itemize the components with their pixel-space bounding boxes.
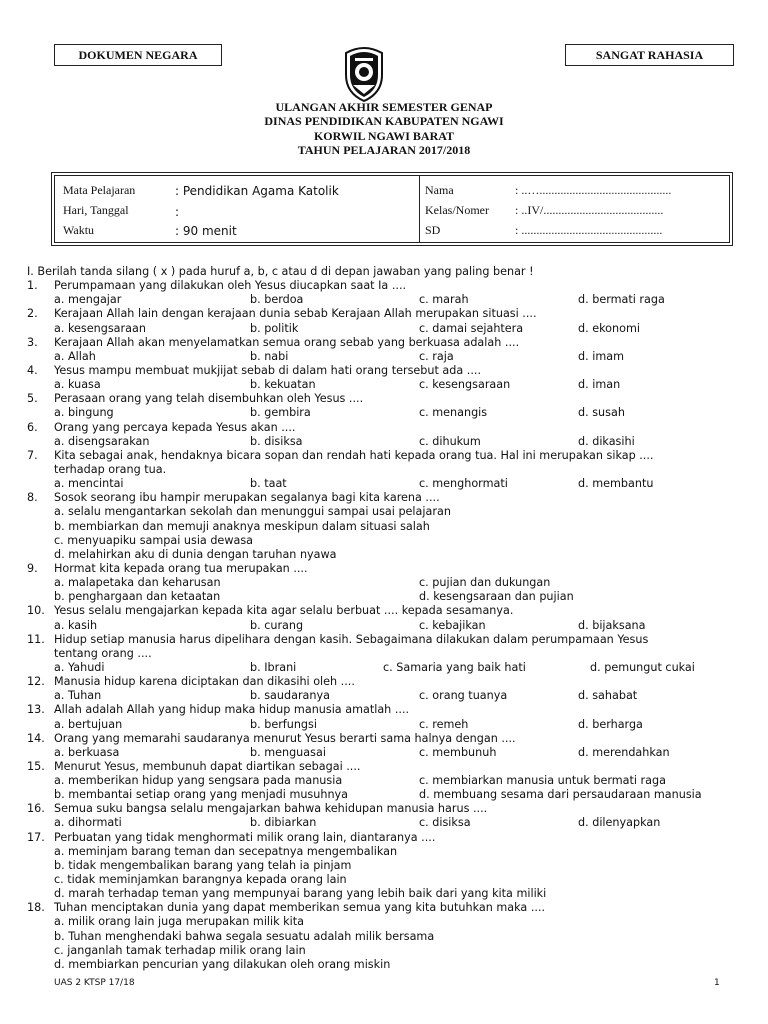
class-label: Kelas/Nomer (425, 203, 489, 217)
answer-option[interactable]: a. mencintai (54, 477, 124, 491)
class-field[interactable]: : ..IV/........................................ (515, 203, 664, 217)
answer-option[interactable]: c. damai sejahtera (419, 321, 524, 335)
answer-option[interactable]: b. taat (250, 477, 287, 491)
answer-option[interactable]: a. meminjam barang teman dan secepatnya mengembalikan (54, 844, 398, 858)
date-label: Hari, Tanggal (63, 203, 129, 217)
answer-option[interactable]: c. remeh (419, 717, 469, 731)
question-text: Hidup setiap manusia harus dipelihara dengan kasih. Sebagaimana dilakukan dalam perumpamaan Yesus (54, 632, 649, 646)
answer-row (27, 548, 747, 562)
question-row (27, 675, 747, 689)
answer-row (27, 477, 747, 491)
answer-option[interactable]: c. kesengsaraan (419, 378, 511, 392)
answer-option[interactable]: a. Allah (54, 349, 96, 363)
sangat-rahasia-label: SANGAT RAHASIA (565, 44, 734, 66)
question-text: Allah adalah Allah yang hidup maka hidup manusia amatlah .... (54, 703, 410, 717)
answer-option[interactable]: b. penghargaan dan ketaatan (54, 590, 221, 604)
question-text: Perbuatan yang tidak menghormati milik orang lain, diantaranya .... (54, 830, 436, 844)
question-row (27, 562, 747, 576)
question-text: Orang yang percaya kepada Yesus akan .... (54, 420, 296, 434)
answer-option[interactable]: d. membuang sesama dari persaudaraan manusia (419, 788, 702, 802)
answer-row (27, 406, 747, 420)
answer-option[interactable]: c. tidak meminjamkan barangnya kepada orang lain (54, 873, 347, 887)
answer-row (27, 647, 747, 661)
question-text: Sosok seorang ibu hampir merupakan segalanya bagi kita karena .... (54, 491, 440, 505)
answer-option[interactable]: c. dihukum (419, 434, 481, 448)
answer-option[interactable]: d. membiarkan pencurian yang dilakukan oleh orang miskin (54, 957, 391, 971)
answer-row (27, 463, 747, 477)
answer-row (27, 859, 747, 873)
answer-option[interactable]: a. mengajar (54, 293, 122, 307)
answer-option[interactable]: a. kuasa (54, 378, 101, 392)
school-year-title: TAHUN PELAJARAN 2017/2018 (297, 143, 471, 157)
answer-row (27, 816, 747, 830)
answer-option[interactable]: d. pemungut cukai (590, 660, 695, 674)
question-text-continued: terhadap orang tua. (54, 462, 167, 476)
question-row (27, 703, 747, 717)
answer-row (27, 915, 747, 929)
date-value: : (175, 205, 180, 219)
answer-option[interactable]: d. sahabat (578, 689, 638, 703)
answer-option[interactable]: d. membantu (578, 477, 654, 491)
answer-row (27, 718, 747, 732)
answer-option[interactable]: d. imam (578, 349, 624, 363)
question-number: 4. (27, 363, 38, 377)
answer-option[interactable]: d. merendahkan (578, 745, 670, 759)
question-text: Kerajaan Allah akan menyelamatkan semua orang sebab yang berkuasa adalah .... (54, 335, 520, 349)
answer-option[interactable]: b. dibiarkan (250, 816, 317, 830)
answer-option[interactable]: d. bermati raga (578, 293, 665, 307)
question-list (27, 265, 747, 972)
answer-option[interactable]: d. ekonomi (578, 321, 640, 335)
answer-option[interactable]: d. dikasihi (578, 434, 635, 448)
page-number: 1 (714, 978, 720, 988)
question-text: Perumpamaan yang dilakukan oleh Yesus diucapkan saat Ia .... (54, 279, 407, 293)
answer-option[interactable]: b. membiarkan dan memuji anaknya meskipun dalam situasi salah (54, 519, 430, 533)
question-text: Menurut Yesus, membunuh dapat diartikan sebagai .... (54, 759, 361, 773)
answer-row (27, 293, 747, 307)
regency-emblem-logo (343, 45, 385, 103)
question-number: 10. (27, 604, 45, 618)
footer-code: UAS 2 KTSP 17/18 (54, 978, 135, 988)
answer-option[interactable]: d. susah (578, 406, 625, 420)
answer-option[interactable]: d. berharga (578, 717, 643, 731)
question-text: Kita sebagai anak, hendaknya bicara sopan dan rendah hati kepada orang tua. Hal ini merupakan sikap .... (54, 448, 654, 462)
answer-option[interactable]: c. kebajikan (419, 618, 486, 632)
question-row (27, 449, 747, 463)
question-text: Orang yang memarahi saudaranya menurut Yesus berarti sama halnya dengan .... (54, 731, 516, 745)
question-number: 6. (27, 420, 38, 434)
question-row (27, 491, 747, 505)
answer-row (27, 590, 747, 604)
answer-row (27, 576, 747, 590)
subject-label: Mata Pelajaran (63, 183, 136, 197)
answer-option[interactable]: a. bingung (54, 406, 114, 420)
question-row (27, 901, 747, 915)
question-number: 3. (27, 335, 38, 349)
answer-row (27, 378, 747, 392)
answer-option[interactable]: b. disiksa (250, 434, 303, 448)
answer-option[interactable]: a. memberikan hidup yang sengsara pada manusia (54, 774, 343, 788)
question-row (27, 604, 747, 618)
answer-option[interactable]: a. disengsarakan (54, 434, 150, 448)
answer-option[interactable]: b. politik (250, 321, 299, 335)
question-number: 1. (27, 279, 38, 293)
answer-row (27, 958, 747, 972)
answer-option[interactable]: a. kasih (54, 618, 98, 632)
district-title: KORWIL NGAWI BARAT (313, 129, 455, 143)
question-row (27, 392, 747, 406)
answer-row (27, 873, 747, 887)
question-number: 8. (27, 491, 38, 505)
question-row (27, 279, 747, 293)
agency-title: DINAS PENDIDIKAN KABUPATEN NGAWI (264, 114, 504, 128)
school-field[interactable]: : ............................................... (515, 223, 663, 237)
question-row (27, 732, 747, 746)
answer-option[interactable]: c. disiksa (419, 816, 471, 830)
question-number: 5. (27, 392, 38, 406)
answer-option[interactable]: c. raja (419, 349, 454, 363)
answer-option[interactable]: b. saudaranya (250, 689, 330, 703)
answer-option[interactable]: c. menyuapiku sampai usia dewasa (54, 533, 254, 547)
question-number: 9. (27, 561, 38, 575)
answer-option[interactable]: b. membantai setiap orang yang menjadi musuhnya (54, 788, 349, 802)
question-row (27, 831, 747, 845)
answer-option[interactable]: a. Yahudi (54, 660, 105, 674)
answer-option[interactable]: a. dihormati (54, 816, 122, 830)
question-row (27, 336, 747, 350)
answer-option[interactable]: c. marah (419, 293, 469, 307)
time-label: Waktu (63, 223, 95, 237)
question-row (27, 307, 747, 321)
answer-option[interactable]: c. menghormati (419, 477, 508, 491)
question-number: 17. (27, 830, 45, 844)
answer-row (27, 845, 747, 859)
answer-option[interactable]: b. tidak mengembalikan barang yang telah ia pinjam (54, 858, 352, 872)
answer-row (27, 661, 747, 675)
answer-option[interactable]: a. bertujuan (54, 717, 123, 731)
question-row (27, 421, 747, 435)
question-number: 15. (27, 759, 45, 773)
question-text: Semua suku bangsa selalu mengajarkan bahwa kehidupan manusia harus .... (54, 802, 488, 816)
answer-row (27, 505, 747, 519)
question-text: Perasaan orang yang telah disembuhkan oleh Yesus .... (54, 392, 364, 406)
answer-option[interactable]: b. berdoa (250, 293, 304, 307)
time-value: : 90 menit (175, 224, 237, 238)
question-row (27, 633, 747, 647)
name-label: Nama (425, 183, 454, 197)
answer-row (27, 944, 747, 958)
question-row (27, 802, 747, 816)
answer-option[interactable]: a. Tuhan (54, 689, 102, 703)
school-label: SD (425, 223, 441, 237)
answer-option[interactable]: b. gembira (250, 406, 311, 420)
answer-option[interactable]: a. berkuasa (54, 745, 120, 759)
answer-option[interactable]: c. membiarkan manusia untuk bermati raga (419, 774, 666, 788)
answer-option[interactable]: c. orang tuanya (419, 689, 508, 703)
instruction: I. Berilah tanda silang ( x ) pada huruf a, b, c atau d di depan jawaban yang paling benar ! (27, 265, 534, 278)
answer-option[interactable]: c. membunuh (419, 745, 497, 759)
answer-option[interactable]: b. berfungsi (250, 717, 317, 731)
answer-option[interactable]: d. kesengsaraan dan pujian (419, 590, 574, 604)
answer-row (27, 930, 747, 944)
answer-option[interactable]: c. menangis (419, 406, 488, 420)
answer-option[interactable]: a. selalu mengantarkan sekolah dan menunggui sampai usai pelajaran (54, 505, 451, 519)
exam-title: ULANGAN AKHIR SEMESTER GENAP (275, 100, 493, 114)
dokumen-negara-label: DOKUMEN NEGARA (54, 44, 222, 66)
question-text: Tuhan menciptakan dunia yang dapat memberikan semua yang kita butuhkan maka .... (54, 901, 546, 915)
answer-row (27, 788, 747, 802)
question-text: Yesus mampu membuat mukjijat sebab di dalam hati orang tersebut ada .... (54, 363, 482, 377)
question-row (27, 760, 747, 774)
answer-option[interactable]: d. melahirkan aku di dunia dengan taruhan nyawa (54, 547, 337, 561)
answer-row (27, 746, 747, 760)
answer-option[interactable]: a. malapetaka dan keharusan (54, 576, 221, 590)
answer-option[interactable]: c. pujian dan dukungan (419, 576, 551, 590)
student-info-box (51, 172, 733, 246)
question-number: 7. (27, 448, 38, 462)
answer-option[interactable]: d. bijaksana (578, 618, 646, 632)
answer-option[interactable]: b. Tuhan menghendaki bahwa segala sesuatu adalah milik bersama (54, 929, 435, 943)
question-number: 12. (27, 675, 45, 689)
answer-option[interactable]: a. milik orang lain juga merupakan milik kita (54, 915, 305, 929)
answer-row (27, 619, 747, 633)
answer-option[interactable]: d. dilenyapkan (578, 816, 661, 830)
answer-row (27, 435, 747, 449)
answer-row (27, 520, 747, 534)
answer-option[interactable]: d. marah terhadap teman yang mempunyai barang yang lebih baik dari yang kita miliki (54, 887, 547, 901)
question-number: 11. (27, 632, 45, 646)
question-number: 18. (27, 901, 45, 915)
answer-option[interactable]: a. kesengsaraan (54, 321, 146, 335)
question-text: Kerajaan Allah lain dengan kerajaan dunia sebab Kerajaan Allah merupakan situasi .... (54, 307, 537, 321)
answer-row (27, 689, 747, 703)
answer-row (27, 534, 747, 548)
answer-row (27, 887, 747, 901)
answer-option[interactable]: c. janganlah tamak terhadap milik orang lain (54, 943, 306, 957)
name-field[interactable]: : ..…............................................ (515, 183, 672, 197)
answer-option[interactable]: b. kekuatan (250, 378, 316, 392)
answer-option[interactable]: b. nabi (250, 349, 289, 363)
question-row (27, 364, 747, 378)
question-number: 16. (27, 802, 45, 816)
question-number: 13. (27, 703, 45, 717)
answer-option[interactable]: c. Samaria yang baik hati (383, 660, 526, 674)
question-number: 2. (27, 307, 38, 321)
question-text: Manusia hidup karena diciptakan dan dikasihi oleh .... (54, 675, 355, 689)
subject-value: : Pendidikan Agama Katolik (175, 184, 339, 198)
answer-option[interactable]: d. iman (578, 378, 621, 392)
answer-row (27, 350, 747, 364)
question-number: 14. (27, 731, 45, 745)
question-text: Yesus selalu mengajarkan kepada kita agar selalu berbuat .... kepada sesamanya. (54, 604, 514, 618)
answer-row (27, 774, 747, 788)
answer-option[interactable]: b. curang (250, 618, 304, 632)
answer-option[interactable]: b. menguasai (250, 745, 326, 759)
answer-row (27, 322, 747, 336)
question-text: Hormat kita kepada orang tua merupakan .... (54, 561, 308, 575)
answer-option[interactable]: b. Ibrani (250, 660, 297, 674)
question-text-continued: tentang orang .... (54, 646, 152, 660)
